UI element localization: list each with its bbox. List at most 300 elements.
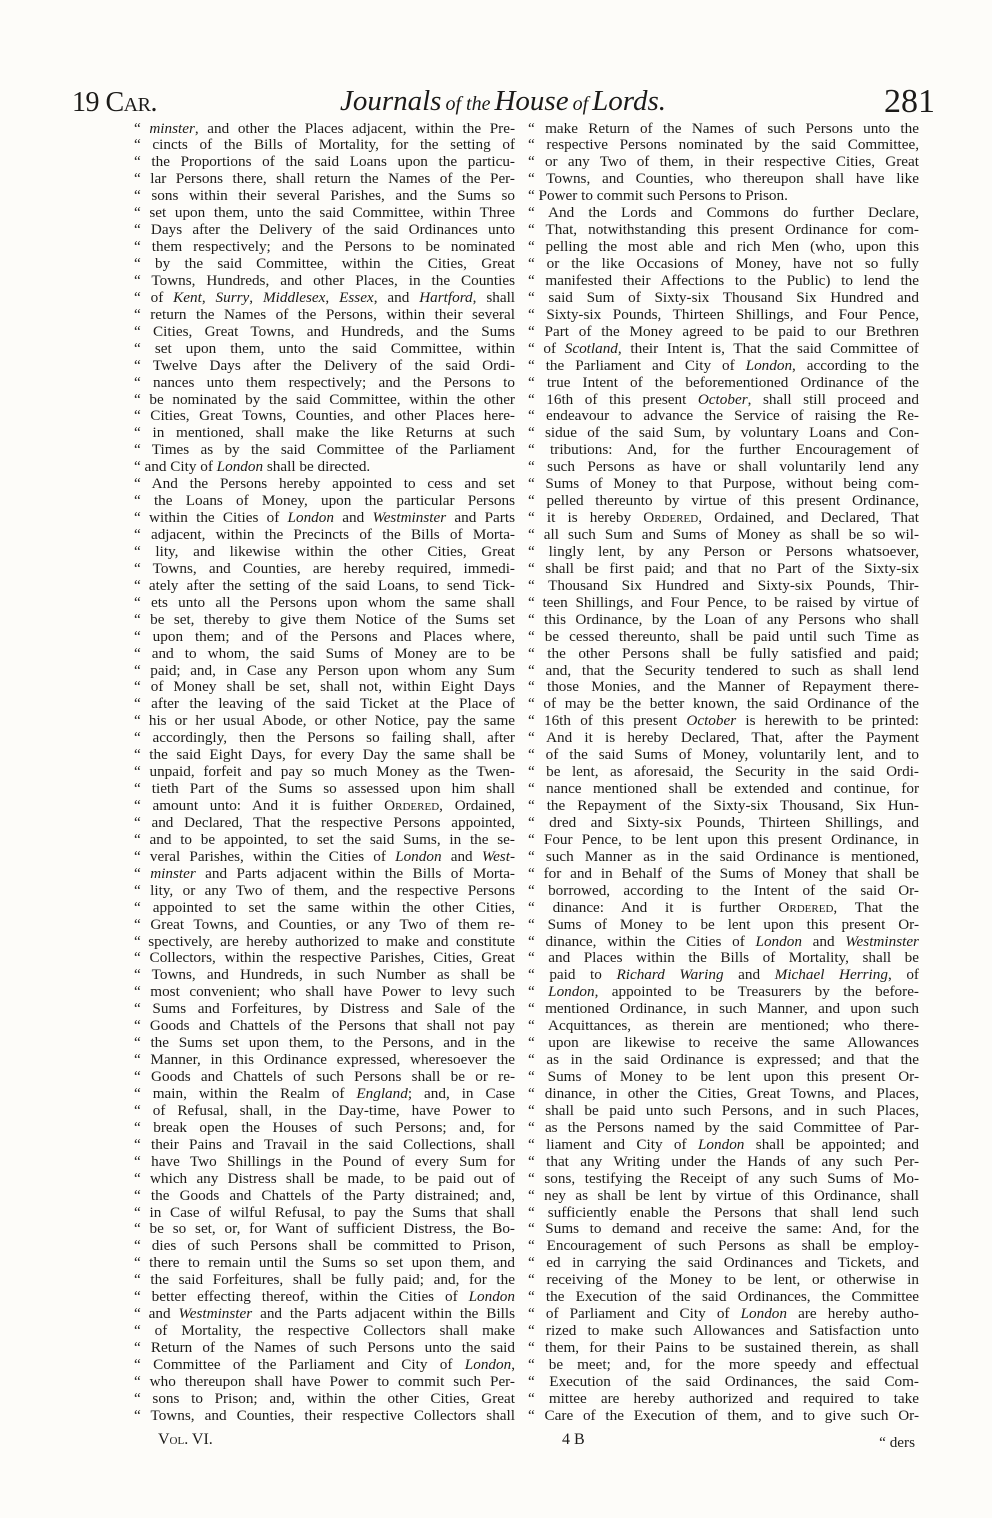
line-text: “ — [134, 865, 151, 882]
line-text: “ and — [134, 1306, 179, 1323]
small-caps-text: Ordered — [384, 798, 440, 814]
line-text: “ break open the Houses of such Persons; and, for — [134, 1119, 515, 1136]
line-text: “ rized to make such Allowances and Satisfaction unto — [528, 1323, 919, 1340]
right-column-line — [528, 934, 919, 951]
line-text: “ sidue of the said Sum, by voluntary Loans and Con- — [528, 425, 919, 442]
line-text: “ Goods and Chattels of such Persons shall be or re- — [134, 1069, 515, 1085]
right-column-line — [528, 544, 919, 561]
right-column-line — [528, 900, 919, 917]
right-column-line — [528, 493, 919, 510]
left-column-line — [134, 781, 515, 798]
line-text: “ Manner, in this Ordinance expressed, wheresoever the — [134, 1052, 515, 1069]
italic-text: Middlesex — [262, 289, 326, 306]
left-column-line — [134, 764, 515, 781]
left-column-line — [134, 205, 515, 222]
right-column-line — [528, 764, 919, 781]
line-text: , appointed to be Treasurers by the before- — [594, 984, 919, 1001]
line-text: “ Encouragement of such Persons as shall be employ- — [528, 1238, 919, 1255]
right-column-line — [528, 408, 919, 425]
right-column-line — [528, 188, 919, 205]
left-column-line — [134, 984, 515, 1001]
left-column-line — [134, 1408, 515, 1425]
line-text: “ his or her usual Abode, or other Notice, pay the same — [134, 713, 515, 730]
left-column-line — [134, 307, 515, 324]
right-column-line — [528, 375, 919, 392]
italic-text: Essex — [339, 289, 374, 306]
line-text: “ pelling the most able and rich Men (who, upon this — [528, 239, 919, 256]
line-text: “ all such Sum and Sums of Money as shall be so wil- — [528, 527, 919, 543]
left-column-line — [134, 696, 515, 713]
line-text: “ sons to Prison; and, within the other Cities, Great — [134, 1390, 515, 1407]
line-text: “ sons, testifying the Receipt of any such Sums of Mo- — [528, 1170, 919, 1187]
line-text: “ be so set, or, for Want of sufficient Distress, the Bo- — [134, 1221, 515, 1238]
left-column-line — [134, 1052, 515, 1069]
line-text: “ lingly lent, by any Person or Persons whatsoever, — [528, 543, 919, 560]
right-text-column — [528, 121, 919, 1425]
line-text: “ Four Pence, to be lent upon this present Ordinance, in — [528, 831, 919, 848]
title-word: Journals — [339, 85, 442, 117]
line-text: , — [249, 289, 263, 306]
right-column-line — [528, 1374, 919, 1391]
italic-text: minster — [150, 865, 196, 882]
line-text: “ Collectors, within the respective Parishes, Cities, Great — [134, 950, 515, 967]
right-column-line — [528, 1137, 919, 1154]
italic-text: London — [745, 357, 793, 374]
left-column-line — [134, 917, 515, 934]
line-text: “ as the Persons named by the said Committee of Par- — [528, 1119, 919, 1136]
left-column-line — [134, 612, 515, 629]
left-column-line — [134, 730, 515, 747]
right-column-line — [528, 154, 919, 171]
italic-text: October — [686, 713, 737, 730]
right-column-line — [528, 967, 919, 984]
left-column-line — [134, 1255, 515, 1272]
right-column-line — [528, 1306, 919, 1323]
line-text: “ the Parliament and City of — [528, 357, 746, 374]
line-text: and Parts — [446, 510, 515, 527]
line-text: “ And it is hereby Declared, That, after the Payment — [528, 730, 919, 747]
right-column-line — [528, 1171, 919, 1188]
line-text: , — [325, 289, 340, 306]
line-text: “ Sums to demand and receive the same: And, for the — [528, 1221, 919, 1238]
left-column-line — [134, 1221, 515, 1238]
right-column-line — [528, 595, 919, 612]
italic-text: London — [740, 1306, 787, 1323]
line-text: “ Care of the Execution of them, and to give such Or- — [528, 1407, 919, 1424]
volume-label: Vol. VI. — [158, 1431, 213, 1448]
line-text: “ of Refusal, shall, in the Day-time, have Power to — [134, 1102, 515, 1119]
page-number: 281 — [884, 83, 935, 120]
right-column-line — [528, 1323, 919, 1340]
left-column-line — [134, 1238, 515, 1255]
line-text: “ this Ordinance, by the Loan of any Persons who shall — [528, 611, 919, 628]
left-column-line — [134, 967, 515, 984]
left-column-line — [134, 629, 515, 646]
left-column-line — [134, 527, 515, 544]
italic-text: Kent — [173, 289, 202, 306]
line-text: “ of Mortality, the respective Collectors shall make — [134, 1323, 515, 1340]
left-column-line — [134, 1374, 515, 1391]
right-column-line — [528, 239, 919, 256]
line-text: is herewith to be printed: — [736, 713, 919, 730]
line-text: “ veral Parishes, within the Cities of — [134, 848, 396, 865]
line-text: “ their Pains and Travail in the said Collections, shall — [134, 1136, 515, 1153]
left-column-line — [134, 273, 515, 290]
line-text: “ Towns, and Counties, who thereupon shall have like — [528, 171, 919, 188]
line-text: , — [511, 1356, 515, 1373]
line-text: “ Sums of Money to be lent upon this present Or- — [528, 1069, 919, 1085]
line-text: “ Towns, and Counties, are hereby required, immedi- — [134, 560, 515, 577]
right-column-line — [528, 849, 919, 866]
line-text: “ be cessed thereunto, shall be paid until such Time as — [528, 628, 919, 645]
line-text: “ main, within the Realm of — [134, 1085, 357, 1102]
line-text: “ and City of — [134, 459, 217, 476]
left-column-line — [134, 239, 515, 256]
line-text: “ and to whom, the said Sums of Money are to be — [134, 645, 515, 662]
line-text: shall be directed. — [263, 459, 371, 476]
line-text: “ it is hereby — [528, 510, 644, 527]
title-word: House — [494, 85, 569, 117]
right-column-line — [528, 1154, 919, 1171]
line-text: “ of may be the better known, the said Ordinance of the — [528, 696, 919, 713]
left-column-line — [134, 1086, 515, 1103]
line-text: “ upon are likewise to receive the same Allowances — [528, 1035, 919, 1052]
line-text: “ ney as shall be lent by virtue of this Ordinance, shall — [528, 1187, 919, 1204]
italic-text: Hartford — [419, 289, 473, 306]
line-text: “ receiving of the Money to be lent, or otherwise in — [528, 1272, 919, 1289]
line-text: “ Return of the Names of such Persons unto the said — [134, 1340, 515, 1356]
italic-text: London — [216, 459, 264, 476]
left-column-line — [134, 713, 515, 730]
italic-text: Westminster — [372, 510, 447, 527]
left-column-line — [134, 171, 515, 188]
line-text: “ ately after the setting of the said Loans, to send Tick- — [134, 577, 515, 594]
left-column-line — [134, 1154, 515, 1171]
left-column-line — [134, 442, 515, 459]
line-text: “ — [528, 984, 549, 1001]
line-text: “ adjacent, within the Precincts of the Bills of Morta- — [134, 527, 515, 543]
line-text: “ the Repayment of the Sixty-six Thousand, Six Hun- — [528, 798, 919, 814]
small-caps-text: Ordered — [643, 510, 699, 527]
line-text: “ liament and City of — [528, 1136, 698, 1153]
line-text: “ accordingly, then the Persons so failing shall, after — [134, 730, 515, 747]
line-text: “ spectively, are hereby authorized to make and constitute — [134, 933, 515, 950]
right-column-line — [528, 917, 919, 934]
line-text: “ sons within their several Parishes, and the Sums so — [134, 188, 515, 205]
line-text: “ dies of such Persons shall be committed to Prison, — [134, 1238, 515, 1255]
line-text: “ Execution of the said Ordinances, the said Com- — [528, 1373, 919, 1390]
right-column-line — [528, 527, 919, 544]
line-text: “ ets unto all the Persons upon whom the same shall — [134, 594, 515, 611]
line-text: “ respective Persons nominated by the said Committee, — [528, 137, 919, 154]
right-column-line — [528, 950, 919, 967]
line-text: are hereby autho- — [787, 1306, 919, 1323]
italic-text: Westminster — [178, 1306, 253, 1323]
line-text: “ such Manner as in the said Ordinance is mentioned, — [528, 848, 919, 865]
line-text: “ have Two Shillings in the Pound of every Sum for — [134, 1153, 515, 1170]
line-text: “ borrowed, according to the Intent of the said Or- — [528, 882, 919, 899]
left-column-line — [134, 1323, 515, 1340]
line-text: “ true Intent of the beforementioned Ordinance of the — [528, 374, 919, 391]
right-column-line — [528, 713, 919, 730]
italic-text: West- — [481, 848, 515, 865]
line-text: “ of Money shall be set, shall not, within Eight Days — [134, 679, 515, 696]
line-text: “ of — [528, 340, 565, 357]
line-text: , according to the — [792, 357, 919, 374]
left-column-line — [134, 561, 515, 578]
line-text: “ tieth Part of the Sums so assessed upon him shall — [134, 781, 515, 798]
right-column-line — [528, 442, 919, 459]
right-column-line — [528, 1255, 919, 1272]
line-text: “ Towns, and Hundreds, in such Number as shall be — [134, 967, 515, 984]
line-text: “ set upon them, unto the said Committee, within — [134, 340, 515, 357]
left-column-line — [134, 1289, 515, 1306]
line-text: “ Sixty-six Pounds, Thirteen Shillings, and Four Pence, — [528, 306, 919, 323]
right-column-line — [528, 1221, 919, 1238]
line-text: “ paid; and, in Case any Person upon whom any Sum — [134, 662, 515, 679]
line-text: , That the — [833, 899, 919, 916]
line-text: shall be appointed; and — [744, 1136, 919, 1153]
line-text: and Parts adjacent within the Bills of Morta- — [195, 865, 515, 882]
right-column-line — [528, 629, 919, 646]
line-text: “ nance mentioned shall be extended and continue, for — [528, 781, 919, 798]
line-text: “ and Declared, That the respective Persons appointed, — [134, 814, 515, 831]
left-column-line — [134, 1035, 515, 1052]
right-column-line — [528, 1357, 919, 1374]
left-column-line — [134, 679, 515, 696]
line-text: “ by the said Committee, within the Cities, Great — [134, 256, 515, 272]
line-text: “ Times as by the said Committee of the Parliament — [134, 442, 515, 459]
line-text: “ pelled thereunto by virtue of this present Ordinance, — [528, 493, 919, 510]
line-text: “ the Proportions of the said Loans upon the particu- — [134, 154, 515, 171]
line-text: “ and to be appointed, to set the said Sums, in the se- — [134, 831, 515, 848]
line-text: “ lar Persons there, shall return the Names of the Per- — [134, 171, 515, 188]
line-text: “ tributions: And, for the further Encouragement of — [528, 442, 919, 459]
right-column-line — [528, 222, 919, 239]
line-text: “ Sums and Forfeitures, by Distress and Sale of the — [134, 1001, 515, 1018]
line-text: “ within the Cities of — [134, 510, 288, 527]
line-text: “ said Sum of Sixty-six Thousand Six Hundred and — [528, 289, 919, 306]
right-column-line — [528, 696, 919, 713]
line-text: “ the said Eight Days, for every Day the same shall be — [134, 747, 515, 764]
right-column-line — [528, 883, 919, 900]
line-text: “ the Execution of the said Ordinances, the Committee — [528, 1289, 919, 1306]
right-column-line — [528, 290, 919, 307]
left-column-line — [134, 815, 515, 832]
italic-text: London — [697, 1136, 745, 1153]
left-column-line — [134, 1001, 515, 1018]
line-text: ; and, in Case — [407, 1085, 515, 1102]
running-head-title — [300, 84, 706, 123]
left-column-line — [134, 663, 515, 680]
line-text: “ such Persons as have or shall voluntarily lend any — [528, 459, 919, 476]
line-text: “ be meet; and, for the more speedy and effectual — [528, 1356, 919, 1373]
line-text: , shall — [472, 289, 515, 306]
left-column-line — [134, 121, 515, 138]
right-column-line — [528, 832, 919, 849]
right-column-line — [528, 866, 919, 883]
line-text: “ dinance, within the Cities of — [528, 933, 756, 950]
line-text: “ make Return of the Names of such Persons unto the — [528, 120, 919, 137]
line-text: “ who thereupon shall have Power to commit such Per- — [134, 1373, 515, 1390]
right-column-line — [528, 1103, 919, 1120]
line-text: “ paid to — [528, 967, 617, 984]
left-column-line — [134, 425, 515, 442]
italic-text: Michael Herring — [774, 967, 888, 984]
italic-text: Scotland — [564, 340, 618, 357]
right-column-line — [528, 1052, 919, 1069]
line-text: , and — [373, 289, 420, 306]
right-column-line — [528, 324, 919, 341]
right-column-line — [528, 781, 919, 798]
line-text: “ as in the said Ordinance is expressed; and that the — [528, 1052, 919, 1069]
line-text: “ mittee are hereby authorized and required to take — [528, 1390, 919, 1407]
line-text: “ there to remain until the Sums so set upon them, and — [134, 1255, 515, 1272]
left-column-line — [134, 950, 515, 967]
right-column-line — [528, 205, 919, 222]
line-text: “ that any Writing under the Hands of any such Per- — [528, 1153, 919, 1170]
right-column-line — [528, 663, 919, 680]
right-column-line — [528, 578, 919, 595]
left-column-line — [134, 1103, 515, 1120]
left-column-line — [134, 375, 515, 392]
right-column-line — [528, 646, 919, 663]
line-text: “ Acquittances, as therein are mentioned; who there- — [528, 1018, 919, 1035]
right-column-line — [528, 1120, 919, 1137]
right-column-line — [528, 425, 919, 442]
line-text: “ Thousand Six Hundred and Sixty-six Pounds, Thir- — [528, 577, 919, 594]
left-column-line — [134, 544, 515, 561]
left-column-line — [134, 1188, 515, 1205]
italic-text: England — [356, 1085, 408, 1102]
right-column-line — [528, 1018, 919, 1035]
left-column-line — [134, 341, 515, 358]
line-text: “ Sums of Money to be lent upon this present Or- — [528, 916, 919, 933]
right-column-line — [528, 1340, 919, 1357]
line-text: , of — [887, 967, 919, 984]
italic-text: Surry — [215, 289, 250, 306]
line-text: “ dred and Sixty-six Pounds, Thirteen Shillings, and — [528, 814, 919, 831]
left-column-line — [134, 137, 515, 154]
right-column-line — [528, 798, 919, 815]
left-column-line — [134, 1069, 515, 1086]
line-text: “ shall be first paid; and that no Part of the Sixty-six — [528, 560, 919, 577]
line-text: “ amount unto: And it is fuither — [134, 798, 385, 814]
line-text: , shall still proceed and — [747, 391, 919, 408]
line-text: “ be set, thereby to give them Notice of the Sums set — [134, 611, 515, 628]
line-text: “ unpaid, forfeit and pay so much Money as the Twen- — [134, 764, 515, 781]
italic-text: Richard Waring — [616, 967, 724, 984]
left-column-line — [134, 1120, 515, 1137]
line-text: “ lity, or any Two of them, and the respective Persons — [134, 882, 515, 899]
line-text: “ or the like Occasions of Money, have not so fully — [528, 256, 919, 272]
line-text: “ cincts of the Bills of Mortality, for the setting of — [134, 137, 515, 154]
left-column-line — [134, 290, 515, 307]
left-column-line — [134, 324, 515, 341]
left-column-line — [134, 154, 515, 171]
right-column-line — [528, 307, 919, 324]
line-text: “ the other Persons shall be fully satisfied and paid; — [528, 645, 919, 662]
line-text: “ nances unto them respectively; and the Persons to — [134, 374, 515, 391]
line-text: “ Twelve Days after the Delivery of the said Ordi- — [134, 357, 515, 374]
right-column-line — [528, 273, 919, 290]
line-text: “ upon them; and of the Persons and Places where, — [134, 628, 515, 645]
italic-text: October — [697, 391, 748, 408]
line-text: “ And the Persons hereby appointed to cess and set — [134, 476, 515, 493]
left-column-line — [134, 459, 515, 476]
line-text: “ better effecting thereof, within the Cities of — [134, 1289, 469, 1306]
left-column-line — [134, 934, 515, 951]
right-column-line — [528, 1289, 919, 1306]
right-column-line — [528, 1272, 919, 1289]
signature-mark: 4 B — [562, 1431, 585, 1448]
line-text: “ manifested their Affections to the Public) to lend the — [528, 272, 919, 289]
right-column-line — [528, 459, 919, 476]
line-text: “ Days after the Delivery of the said Ordinances unto — [134, 222, 515, 239]
line-text: “ of Parliament and City of — [528, 1306, 741, 1323]
right-column-line — [528, 730, 919, 747]
line-text: “ or any Two of them, in their respective Cities, Great — [528, 154, 919, 171]
right-column-line — [528, 679, 919, 696]
right-column-line — [528, 1205, 919, 1222]
line-text: “ sufficiently enable the Persons that shall lend such — [528, 1204, 919, 1221]
line-text: “ and Places within the Bills of Mortality, shall be — [528, 950, 919, 967]
left-column-line — [134, 1306, 515, 1323]
line-text: “ dinance, in other the Cities, Great Towns, and Places, — [528, 1085, 919, 1102]
line-text: “ Committee of the Parliament and City of — [134, 1356, 465, 1373]
right-column-line — [528, 747, 919, 764]
running-head-regnal-year: 19 Car. — [72, 87, 157, 118]
right-column-line — [528, 341, 919, 358]
right-column-line — [528, 1069, 919, 1086]
left-text-column — [134, 121, 515, 1425]
italic-text: minster — [149, 120, 195, 137]
left-column-line — [134, 1018, 515, 1035]
line-text: “ most convenient; who shall have Power to levy such — [134, 984, 515, 1001]
italic-text: London — [395, 848, 442, 865]
right-column-line — [528, 476, 919, 493]
right-column-line — [528, 815, 919, 832]
italic-text: London — [548, 984, 595, 1001]
line-text: “ be lent, as aforesaid, the Security in the said Ordi- — [528, 764, 919, 781]
line-text: “ 16th of this present — [528, 713, 687, 730]
line-text: “ the said Forfeitures, shall be fully paid; and, for the — [134, 1272, 515, 1289]
small-caps-text: Ordered — [778, 899, 834, 916]
line-text: “ which any Distress shall be made, to be paid out of — [134, 1170, 515, 1187]
left-column-line — [134, 1205, 515, 1222]
line-text: and — [723, 967, 775, 984]
catchword: “ ders — [879, 1434, 915, 1451]
italic-text: London — [287, 510, 334, 527]
left-column-line — [134, 408, 515, 425]
left-column-line — [134, 595, 515, 612]
right-column-line — [528, 561, 919, 578]
line-text: “ Great Towns, and Counties, or any Two of them re- — [134, 916, 515, 933]
line-text: “ Towns, and Counties, their respective Collectors shall — [134, 1407, 515, 1424]
line-text: “ 16th of this present — [528, 391, 698, 408]
line-text: “ lity, and likewise within the other Cities, Great — [134, 543, 515, 560]
line-text: “ in mentioned, shall make the like Returns at such — [134, 425, 515, 442]
line-text: and — [333, 510, 373, 527]
right-column-line — [528, 984, 919, 1001]
line-text: “ dinance: And it is further — [528, 899, 779, 916]
line-text: “ And the Lords and Commons do further Declare, — [528, 205, 919, 222]
right-column-line — [528, 1001, 919, 1018]
line-text: “ Sums of Money to that Purpose, without being com- — [528, 476, 919, 493]
right-column-line — [528, 1188, 919, 1205]
line-text: “ — [134, 120, 150, 137]
left-column-line — [134, 849, 515, 866]
